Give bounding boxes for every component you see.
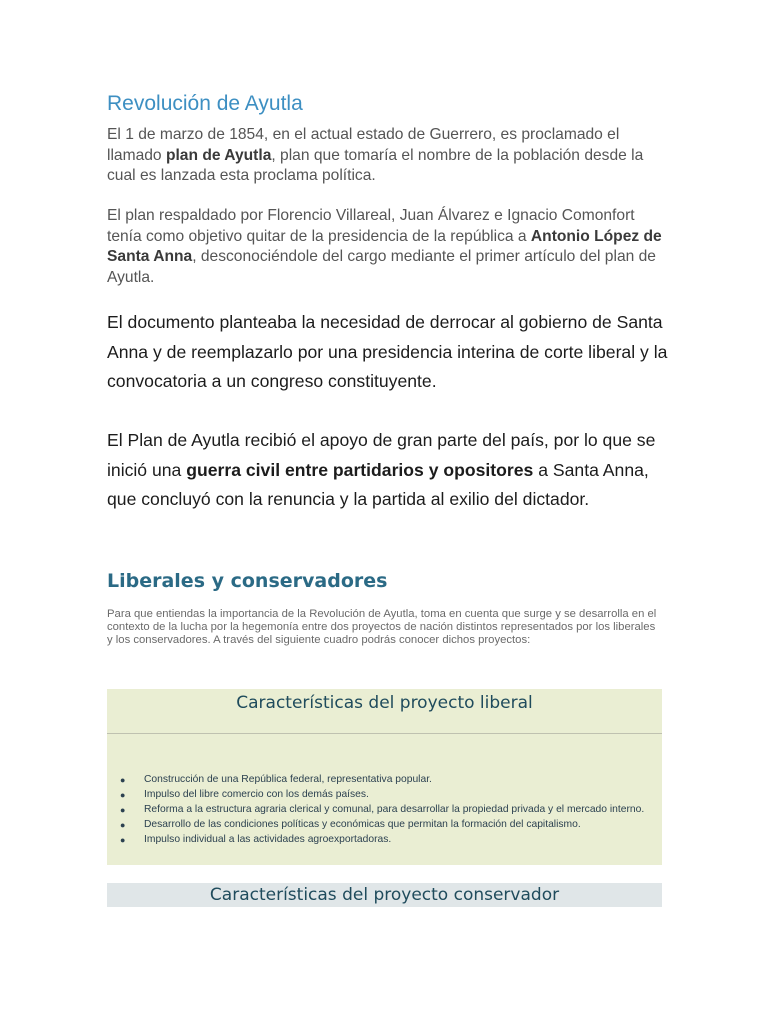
bold-term: Antonio López de Santa Anna	[107, 227, 662, 265]
box-notch	[0, 733, 15, 753]
bold-term: plan de Ayutla	[165, 146, 272, 164]
paragraph-apoyo	[107, 426, 677, 515]
paragraph-text: a Santa Anna, que concluyó con la renuncia y la partida al exilio del dictador.	[107, 459, 649, 509]
liberal-box-heading: Características del proyecto liberal	[236, 693, 533, 713]
list-item-text: Reforma a la estructura agraria clerical y comunal, para desarrollar la propiedad privada y el mercado interno.	[144, 803, 645, 815]
section-intro: Para que entiendas la importancia de la Revolución de Ayutla, toma en cuenta que surge y se desarrolla en el contexto de la lucha por la hegemonía entre dos proyectos de nación distintos representados por los liberales y los conservadores. A través del siguiente cuadro podrás conocer dichos proyectos:	[107, 608, 657, 647]
box-divider	[107, 733, 662, 734]
bullet-icon: ●	[120, 804, 126, 815]
list-item	[107, 774, 662, 787]
list-item	[107, 819, 662, 832]
liberal-characteristics-list	[107, 774, 662, 849]
bullet-icon: ●	[120, 789, 126, 800]
list-item	[107, 834, 662, 847]
list-item-text: Desarrollo de las condiciones políticas y económicas que permitan la formación del capitalismo.	[144, 818, 581, 830]
paragraph-text: El plan respaldado por Florencio Villareal, Juan Álvarez e Ignacio Comonfort tenía como objetivo quitar de la presidencia de la república a	[107, 207, 635, 245]
section-heading: Liberales y conservadores	[107, 570, 388, 592]
list-item-text: Impulso del libre comercio con los demás países.	[144, 788, 369, 800]
list-item	[107, 789, 662, 802]
bold-term: guerra civil entre partidarios y opositores	[186, 459, 534, 480]
list-item-text: Construcción de una República federal, representativa popular.	[144, 774, 432, 785]
paragraph-text: , desconociéndole del cargo mediante el primer artículo del plan de Ayutla.	[107, 248, 656, 286]
page-title: Revolución de Ayutla	[107, 92, 303, 115]
bullet-icon: ●	[120, 834, 126, 845]
paragraph-text: El 1 de marzo de 1854, en el actual estado de Guerrero, es proclamado el llamado	[107, 126, 620, 164]
list-item-text: Impulso individual a las actividades agroexportadoras.	[144, 833, 392, 845]
bullet-icon: ●	[120, 775, 126, 785]
paragraph-text: , plan que tomaría el nombre de la población desde la cual es lanzada esta proclama política.	[107, 146, 644, 184]
conservador-box-heading: Características del proyecto conservador	[209, 885, 560, 905]
paragraph-documento: El documento planteaba la necesidad de derrocar al gobierno de Santa Anna y de reemplazarlo por una presidencia interina de corte liberal y la convocatoria a un congreso constituyente.	[107, 312, 668, 391]
conservador-project-box	[107, 883, 662, 907]
paragraph-text: El Plan de Ayutla recibió el apoyo de gran parte del país, por lo que se inició una	[107, 430, 656, 480]
paragraph-plan-ayutla	[107, 125, 667, 187]
bullet-icon: ●	[120, 819, 126, 830]
liberal-project-box	[107, 689, 662, 865]
list-item	[107, 804, 662, 817]
paragraph-objetivo	[107, 206, 667, 288]
